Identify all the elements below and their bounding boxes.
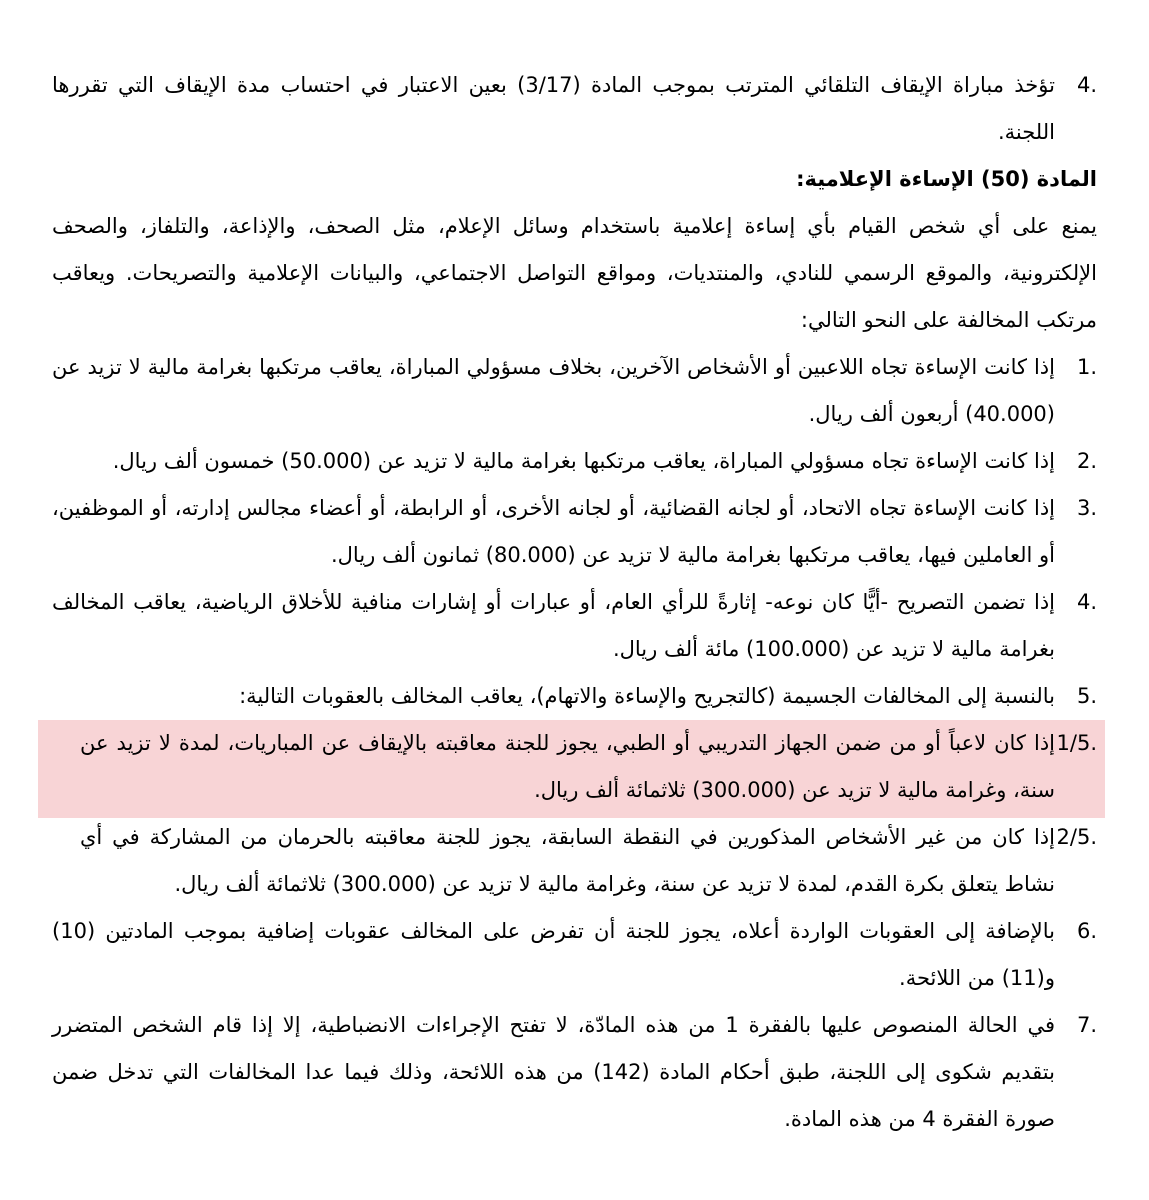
list-item — [52, 485, 1097, 579]
prev-article-item-4 — [52, 62, 1097, 156]
sub-item-number: 1/5. — [1056, 731, 1097, 755]
sub-item-text: إذا كان من غير الأشخاص المذكورين في النقطة السابقة، يجوز للجنة معاقبته بالحرمان من المشاركة في أي نشاط يتعلق بكرة القدم، لمدة لا تزيد عن سنة، وغرامة مالية لا تزيد عن (300.000) ثلاثمائة ألف ريال. — [80, 825, 1055, 896]
sub-item — [80, 720, 1097, 814]
item-text: بالإضافة إلى العقوبات الواردة أعلاه، يجوز للجنة أن تفرض على المخالف عقوبات إضافية بموجب المادتين (10) و(11) من اللائحة. — [52, 919, 1055, 990]
sub-item-text: إذا كان لاعباً أو من ضمن الجهاز التدريبي أو الطبي، يجوز للجنة معاقبته بالإيقاف عن المباريات، لمدة لا تزيد عن سنة، وغرامة مالية لا تزيد عن (300.000) ثلاثمائة ألف ريال. — [80, 731, 1055, 802]
list-item — [52, 673, 1097, 720]
list-item — [52, 1002, 1097, 1143]
item-text: إذا كانت الإساءة تجاه الاتحاد، أو لجانه القضائية، أو لجانه الأخرى، أو الرابطة، أو أعضاء مجالس إدارته، أو الموظفين، أو العاملين فيها، يعاقب مرتكبها بغرامة مالية لا تزيد عن (80.000) ثمانون ألف ريال. — [52, 496, 1055, 567]
sub-item — [80, 814, 1097, 908]
item-text: إذا كانت الإساءة تجاه مسؤولي المباراة، يعاقب مرتكبها بغرامة مالية لا تزيد عن (50.000) خمسون ألف ريال. — [112, 449, 1055, 473]
item-number: 6. — [1076, 919, 1097, 943]
list-item — [52, 438, 1097, 485]
list-item — [52, 344, 1097, 438]
item-number: 5. — [1076, 684, 1097, 708]
item-number: 1. — [1076, 355, 1097, 379]
item-text: إذا كانت الإساءة تجاه اللاعبين أو الأشخاص الآخرين، بخلاف مسؤولي المباراة، يعاقب مرتكبها بغرامة مالية لا تزيد عن (40.000) أربعون ألف ريال. — [52, 355, 1055, 426]
item-number: 7. — [1076, 1013, 1097, 1037]
article-intro: يمنع على أي شخص القيام بأي إساءة إعلامية باستخدام وسائل الإعلام، مثل الصحف، والإذاعة، والتلفاز، والصحف الإلكترونية، والموقع الرسمي للنادي، والمنتديات، ومواقع التواصل الاجتماعي، والبيانات الإعلامية والتصريحات. ويعاقب مرتكب المخالفة على النحو التالي: — [52, 214, 1097, 332]
item-text: تؤخذ مباراة الإيقاف التلقائي المترتب بموجب المادة (3/17) بعين الاعتبار في احتساب مدة الإيقاف التي تقررها اللجنة. — [52, 73, 1055, 144]
item-text: إذا تضمن التصريح -أيًّا كان نوعه- إثارةً للرأي العام، أو عبارات أو إشارات منافية للأخلاق الرياضية، يعاقب المخالف بغرامة مالية لا تزيد عن (100.000) مائة ألف ريال. — [52, 590, 1055, 661]
article-heading: المادة (50) الإساءة الإعلامية: — [796, 167, 1097, 191]
list-item — [52, 908, 1097, 1002]
item-number: 4. — [1076, 73, 1097, 97]
item-number: 2. — [1076, 449, 1097, 473]
item-text: في الحالة المنصوص عليها بالفقرة 1 من هذه المادّة، لا تفتح الإجراءات الانضباطية، إلا إذا قام الشخص المتضرر بتقديم شكوى إلى اللجنة، طبق أحكام المادة (142) من هذه اللائحة، وذلك فيما عدا المخالفات التي تدخل ضمن صورة الفقرة 4 من هذه المادة. — [52, 1013, 1056, 1131]
highlighted-sub-item — [80, 720, 1097, 814]
sub-item-number: 2/5. — [1056, 825, 1097, 849]
list-item — [52, 579, 1097, 673]
item-number: 4. — [1076, 590, 1097, 614]
item-number: 3. — [1076, 496, 1097, 520]
item-text: بالنسبة إلى المخالفات الجسيمة (كالتجريح والإساءة والاتهام)، يعاقب المخالف بالعقوبات التالية: — [239, 684, 1055, 708]
